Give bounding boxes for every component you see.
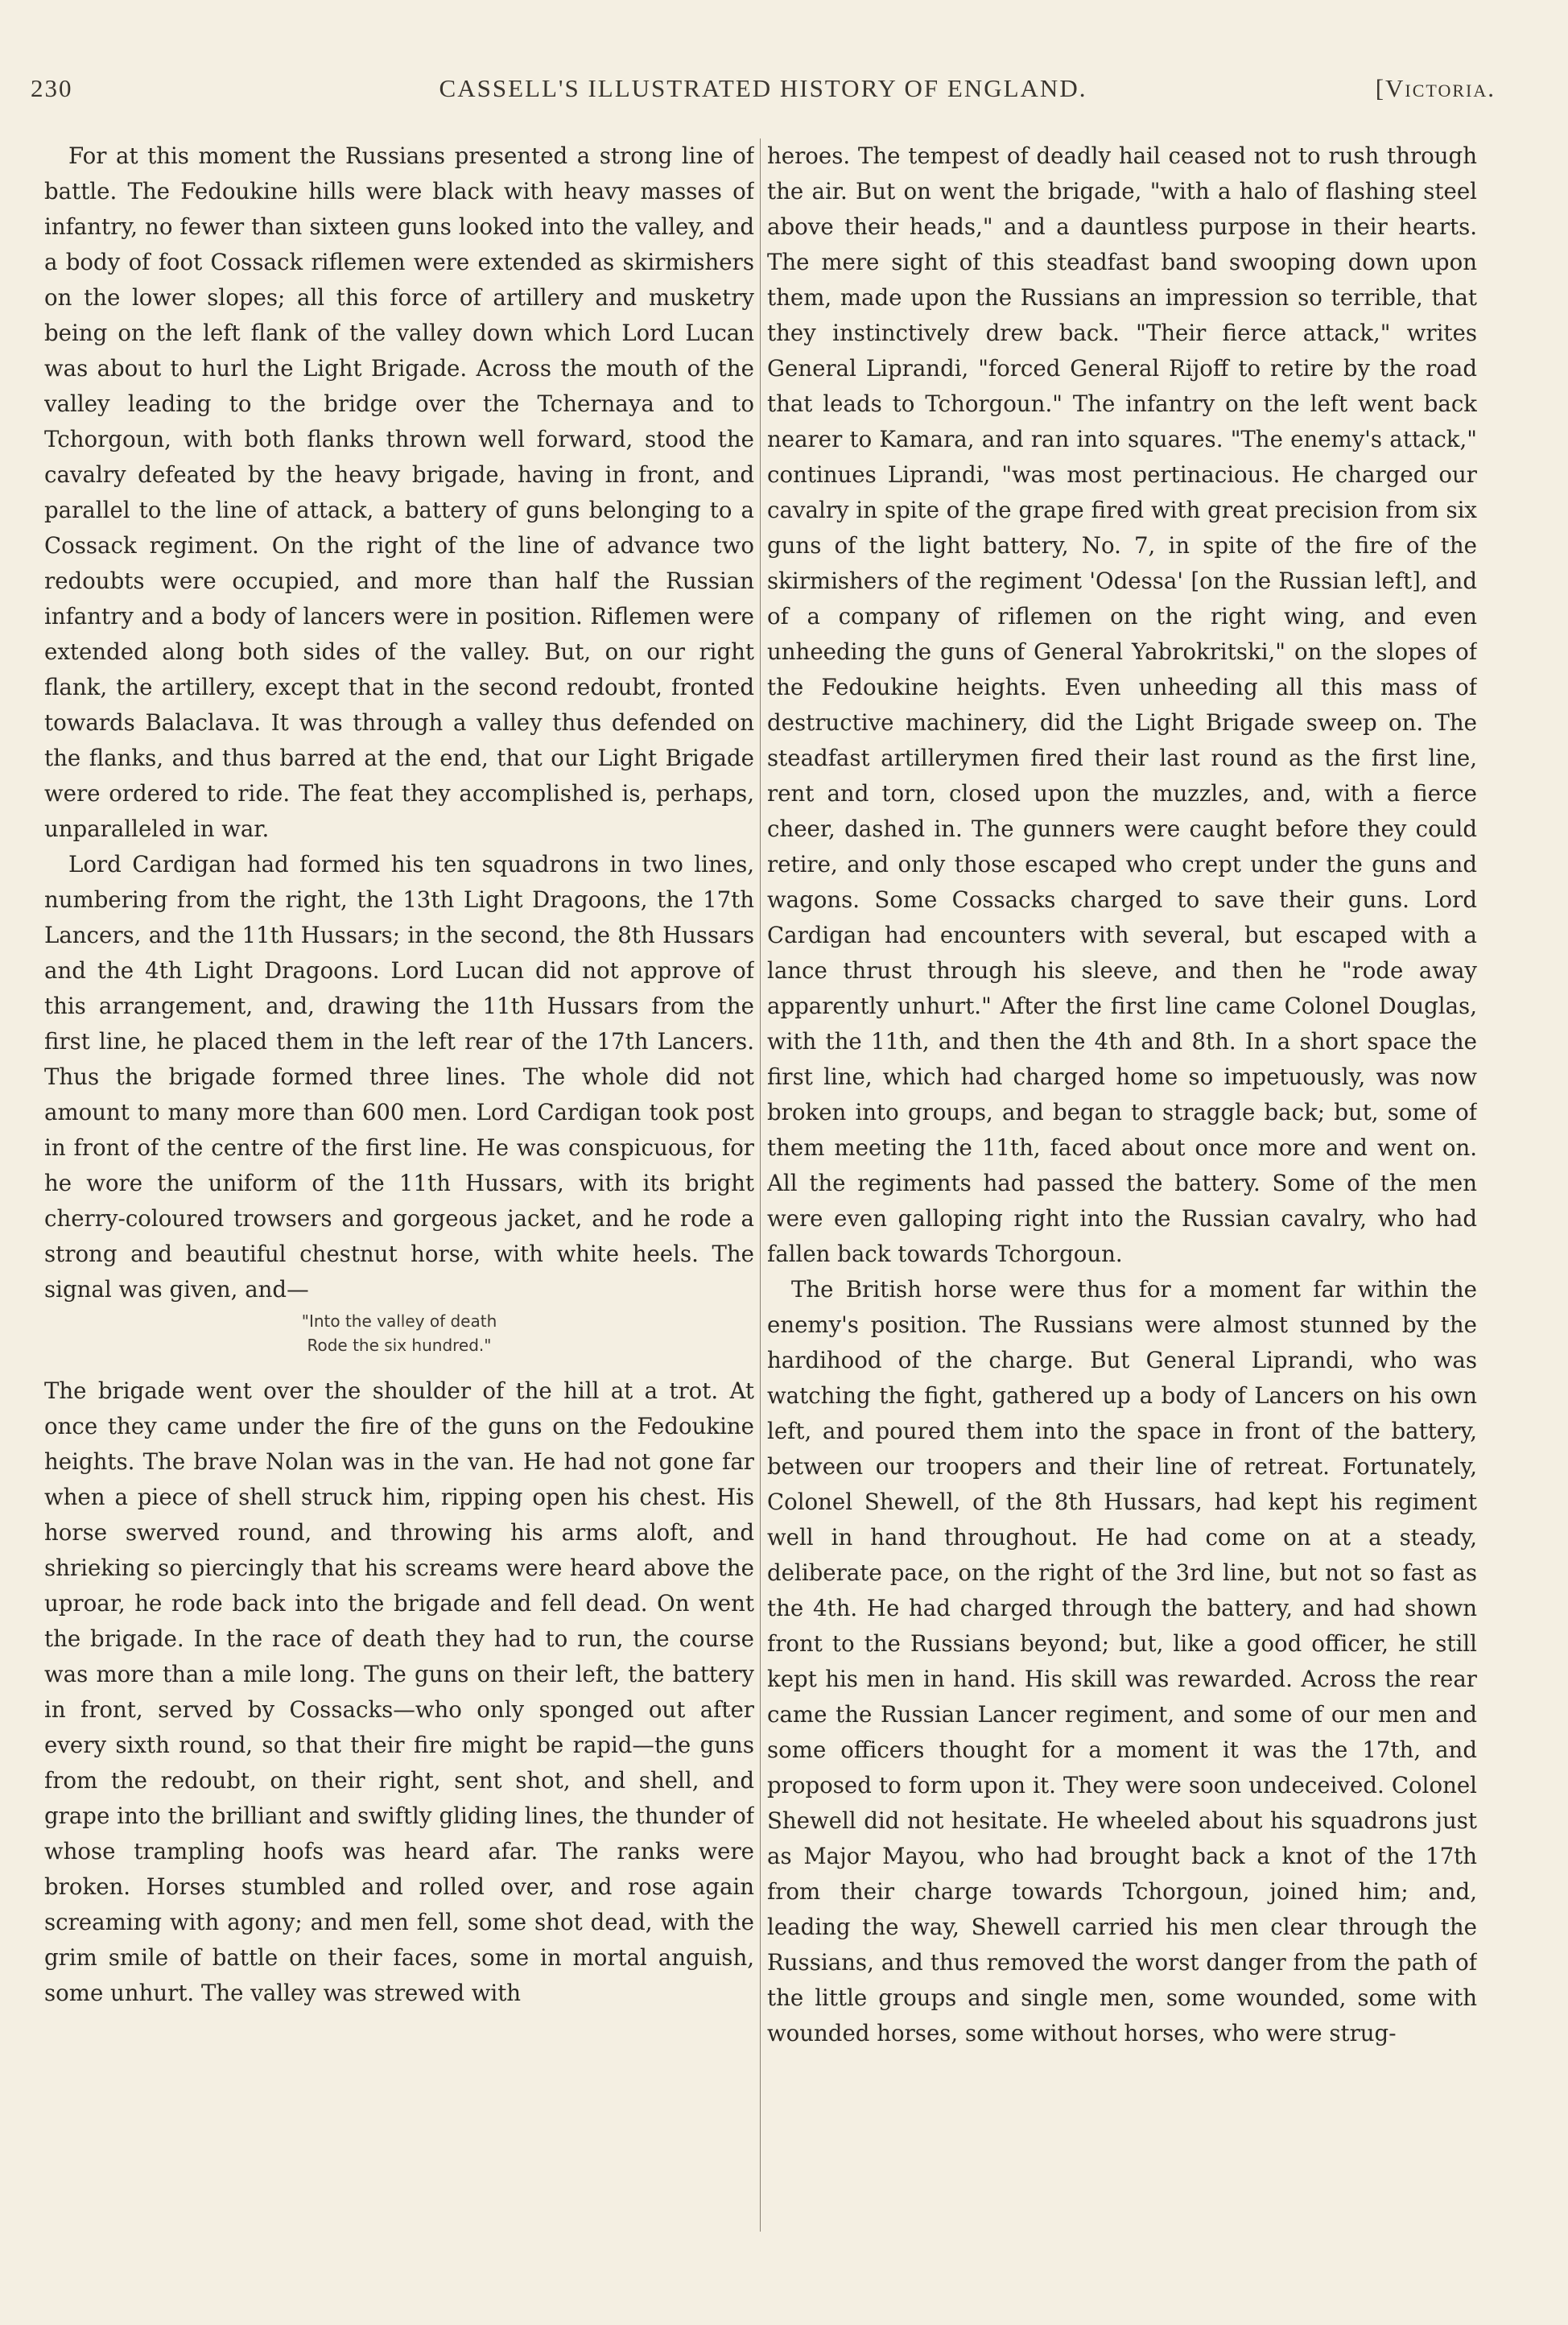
left-column bbox=[44, 138, 754, 2232]
paragraph: The British horse were thus for a moment far within the enemy's position. The Russians were almost stunned by the hardihood of the charge. But General Liprandi, who was watching the fight, gathered up a body of Lancers on his own left, and poured them into the space in front of the battery, between our troopers and their line of retreat. Fortunately, Colonel Shewell, of the 8th Hussars, had kept his regiment well in hand throughout. He had come on at a steady, deliberate pace, on the right of the 3rd line, but not so fast as the 4th. He had charged through the battery, and had shown front to the Russians beyond; but, like a good officer, he still kept his men in hand. His skill was rewarded. Across the rear came the Russian Lancer regiment, and some of our men and some officers thought for a moment it was the 17th, and proposed to form upon it. They were soon undeceived. Colonel Shewell did not hesitate. He wheeled about his squadrons just as Major Mayou, who had brought back a knot of the 17th from their charge towards Tchorgoun, joined him; and, leading the way, Shewell carried his men clear through the Russians, and thus removed the worst danger from the path of the little groups and single men, some wounded, some with wounded horses, some without horses, who were strug- bbox=[767, 1276, 1477, 2046]
quote-line: Rode the six hundred." bbox=[307, 1336, 492, 1355]
paragraph: For at this moment the Russians presented a strong line of battle. The Fedoukine hills were black with heavy masses of infantry, no fewer than sixteen guns looked into the valley, and a body of foot Cossack riflemen were extended as skirmishers on the lower slopes; all this force of artillery and musketry being on the left flank of the valley down which Lord Lucan was about to hurl the Light Brigade. Across the mouth of the valley leading to the bridge over the Tchernaya and to Tchorgoun, with both flanks thrown well forward, stood the cavalry defeated by the heavy brigade, having in front, and parallel to the line of attack, a battery of guns belonging to a Cossack regiment. On the right of the line of advance two redoubts were occupied, and more than half the Russian infantry and a body of lancers were in position. Riflemen were extended along both sides of the valley. But, on our right flank, the artillery, except that in the second redoubt, fronted towards Balaclava. It was through a valley thus defended on the flanks, and thus barred at the end, that our Light Brigade were ordered to ride. The feat they accomplished is, perhaps, unparalleled in war. bbox=[44, 142, 754, 842]
running-title: CASSELL'S ILLUSTRATED HISTORY OF ENGLAND. bbox=[439, 74, 1087, 102]
page-header bbox=[31, 74, 1496, 116]
column-divider bbox=[760, 138, 761, 2232]
quote-line: "Into the valley of death bbox=[301, 1311, 497, 1331]
paragraph: heroes. The tempest of deadly hail ceased not to rush through the air. But on went the brigade, "with a halo of flashing steel above their heads," and a dauntless purpose in their hearts. The mere sight of this steadfast band swooping down upon them, made upon the Russians an impression so terrible, that they instinctively drew back. "Their fierce attack," writes General Liprandi, "forced General Rijoff to retire by the road that leads to Tchorgoun." The infantry on the left went back nearer to Kamara, and ran into squares. "The enemy's attack," continues Liprandi, "was most pertinacious. He charged our cavalry in spite of the grape fired with great precision from six guns of the light battery, No. 7, in spite of the fire of the skirmishers of the regiment 'Odessa' [on the Russian left], and of a company of riflemen on the right wing, and even unheeding the guns of General Yabrokritski," on the slopes of the Fedoukine heights. Even unheeding all this mass of destructive machinery, did the Light Brigade sweep on. The steadfast artillerymen fired their last round as the first line, rent and torn, closed upon the muzzles, and, with a fierce cheer, dashed in. The gunners were caught before they could retire, and only those escaped who crept under the guns and wagons. Some Cossacks charged to save their guns. Lord Cardigan had encounters with several, but escaped with a lance thrust through his sleeve, and then he "rode away apparently unhurt." After the first line came Colonel Douglas, with the 11th, and then the 4th and 8th. In a short space the first line, which had charged home so impetuously, was now broken into groups, and began to straggle back; but, some of them meeting the 11th, faced about once more and went on. All the regiments had passed the battery. Some of the men were even galloping right into the Russian cavalry, who had fallen back towards Tchorgoun. bbox=[767, 142, 1477, 1267]
poem-quote bbox=[44, 1309, 754, 1357]
paragraph: Lord Cardigan had formed his ten squadrons in two lines, numbering from the right, the 13th Light Dragoons, the 17th Lancers, and the 11th Hussars; in the second, the 8th Hussars and the 4th Light Dragoons. Lord Lucan did not approve of this arrangement, and, drawing the 11th Hussars from the first line, he placed them in the left rear of the 17th Lancers. Thus the brigade formed three lines. The whole did not amount to many more than 600 men. Lord Cardigan took post in front of the centre of the first line. He was conspicuous, for he wore the uniform of the 11th Hussars, with its bright cherry-coloured trowsers and gorgeous jacket, and he rode a strong and beautiful chestnut horse, with white heels. The signal was given, and— bbox=[44, 851, 754, 1303]
paragraph: The brigade went over the shoulder of the hill at a trot. At once they came under the fire of the guns on the Fedoukine heights. The brave Nolan was in the van. He had not gone far when a piece of shell struck him, ripping open his chest. His horse swerved round, and throwing his arms aloft, and shrieking so piercingly that his screams were heard above the uproar, he rode back into the brigade and fell dead. On went the brigade. In the race of death they had to run, the course was more than a mile long. The guns on their left, the battery in front, served by Cossacks—who only sponged out after every sixth round, so that their fire might be rapid—the guns from the redoubt, on their right, sent shot, and shell, and grape into the brilliant and swiftly gliding lines, the thunder of whose trampling hoofs was heard afar. The ranks were broken. Horses stumbled and rolled over, and rose again screaming with agony; and men fell, some shot dead, with the grim smile of battle on their faces, some in mortal anguish, some unhurt. The valley was strewed with bbox=[44, 1377, 754, 2006]
right-column bbox=[767, 138, 1477, 2232]
page-number: 230 bbox=[31, 74, 73, 102]
section-label: [Victoria. bbox=[1375, 74, 1496, 102]
